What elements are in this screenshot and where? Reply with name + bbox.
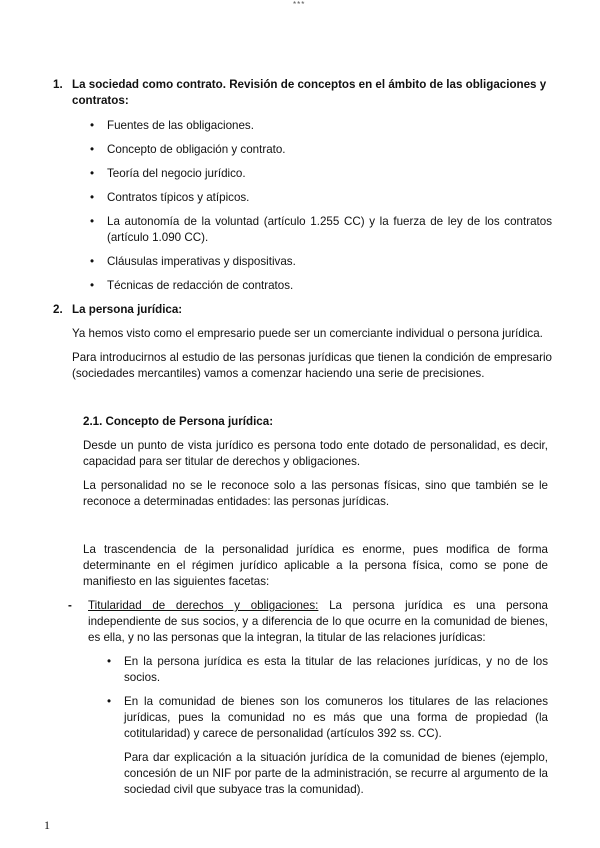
bullet-icon: • — [90, 215, 95, 228]
list-item: La autonomía de la voluntad (artículo 1.255 CC) y la fuerza de ley de los contratos (artículo 1.090 CC). — [107, 215, 552, 244]
bullet-icon: • — [90, 191, 95, 204]
paragraph: Para introducirnos al estudio de las personas jurídicas que tienen la condición de empresario (sociedades mercantiles) vamos a comenzar haciendo una serie de precisiones. — [72, 351, 552, 380]
dash-item-heading: Titularidad de derechos y obligaciones: — [88, 599, 319, 612]
list-item: Fuentes de las obligaciones. — [107, 119, 254, 132]
dash-item-text: La persona jurídica es una persona independiente de sus socios, y a diferencia de lo que ocurre en la comunidad de bienes, es ella, y no las personas que la integran, la titular de las relaciones jurídicas: — [88, 599, 549, 644]
bullet-icon: • — [90, 255, 95, 268]
header-mark: *** — [293, 0, 306, 9]
subsection-title: 2.1. Concepto de Persona jurídica: — [83, 415, 274, 428]
list-item: En la persona jurídica es esta la titular de las relaciones jurídicas, y no de los socios. — [124, 655, 548, 684]
list-item: Teoría del negocio jurídico. — [107, 167, 246, 180]
bullet-icon: • — [107, 695, 112, 708]
list-item: Cláusulas imperativas y dispositivas. — [107, 255, 296, 268]
dash-item — [88, 598, 548, 646]
bullet-icon: • — [107, 655, 112, 668]
list-item: En la comunidad de bienes son los comuneros los titulares de las relaciones jurídicas, pues la comunidad no es más que una forma de propiedad (la cotitularidad) y carece de personalidad (artículos 392 ss. CC). — [124, 695, 548, 740]
paragraph: Ya hemos visto como el empresario puede ser un comerciante individual o persona jurídica. — [72, 327, 543, 340]
paragraph: Para dar explicación a la situación jurídica de la comunidad de bienes (ejemplo, concesión de un NIF por parte de la administración, se recurre al argumento de la sociedad civil que subyace tras la comunidad). — [124, 751, 548, 796]
list-item: Técnicas de redacción de contratos. — [107, 279, 294, 292]
list-item: Concepto de obligación y contrato. — [107, 143, 286, 156]
section-1-number: 1. — [53, 78, 63, 91]
bullet-icon: • — [90, 143, 95, 156]
bullet-icon: • — [90, 279, 95, 292]
paragraph: La personalidad no se le reconoce solo a las personas físicas, sino que también se le reconoce a determinadas entidades: las personas jurídicas. — [83, 479, 548, 508]
section-1-title: La sociedad como contrato. Revisión de conceptos en el ámbito de las obligaciones y contratos: — [72, 78, 547, 107]
paragraph: Desde un punto de vista jurídico es persona todo ente dotado de personalidad, es decir, capacidad para ser titular de derechos y obligaciones. — [83, 439, 548, 468]
page-number: 1 — [44, 818, 50, 832]
section-2-number: 2. — [53, 303, 63, 316]
section-2-title: La persona jurídica: — [72, 303, 183, 316]
list-item: Contratos típicos y atípicos. — [107, 191, 250, 204]
paragraph: La trascendencia de la personalidad jurídica es enorme, pues modifica de forma determinante en el régimen jurídico aplicable a la persona física, como se pone de manifiesto en las siguientes facetas: — [83, 543, 548, 588]
bullet-icon: • — [90, 167, 95, 180]
dash-marker: - — [68, 599, 72, 612]
bullet-icon: • — [90, 119, 95, 132]
